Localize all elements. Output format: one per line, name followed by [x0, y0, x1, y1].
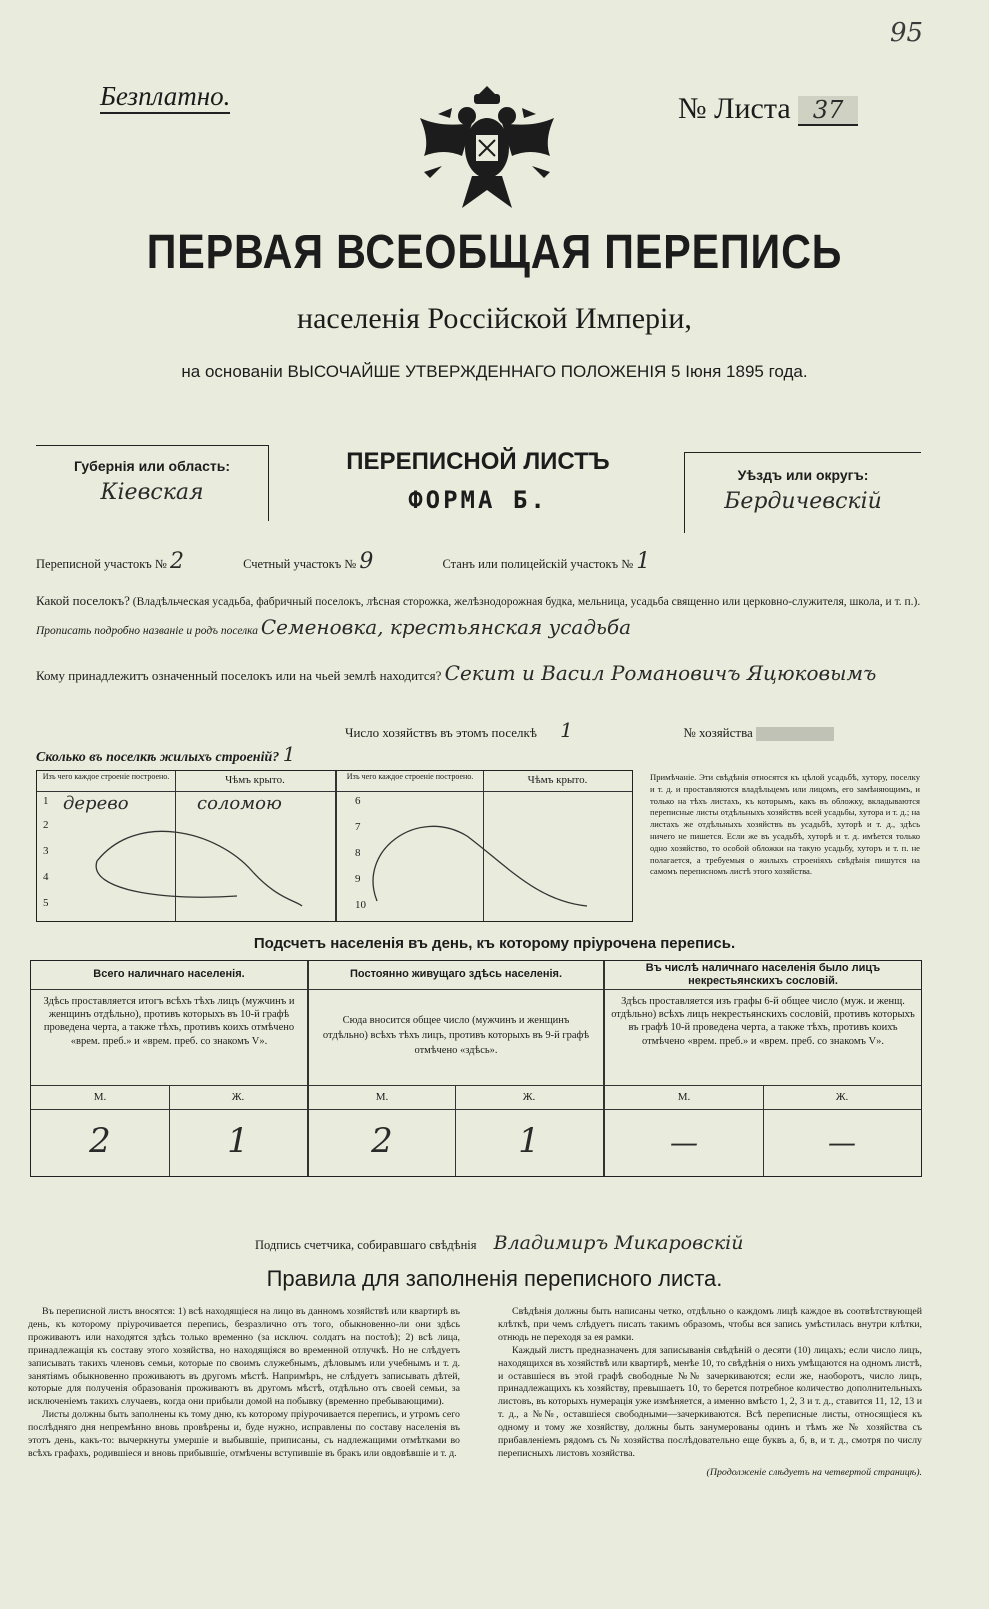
sheet-number-label: № Листа — [678, 92, 791, 125]
buildings-line — [36, 742, 295, 766]
uezd-box — [684, 452, 921, 533]
row-num-6: 6 — [355, 795, 361, 807]
counting-value: 9 — [359, 549, 374, 574]
row-num-8: 8 — [355, 847, 361, 859]
row-num-10: 10 — [355, 899, 366, 911]
present-f-value: 1 — [227, 1121, 249, 1161]
nonpeasant-desc: Здѣсь проставляется изъ графы 6-й общее число (муж. и женщ. отдѣльно) всѣхъ лицъ некрестьянскихъ сословій, противъ которыхъ въ графѣ 10-й проведена черта, а также тѣхъ, противъ коихъ отмѣчено «врем. преб.» и «врем. преб. со знакомъ V». — [611, 996, 915, 1047]
stan-label: Станъ или полицейскій участокъ № — [442, 557, 634, 571]
rules-right-p2: Каждый листъ предназначенъ для записыванія свѣдѣній о десяти (10) лицахъ; если число лицъ, находящихся въ хозяйствѣ или квартирѣ, менѣе 10, то свѣдѣнія о нихъ умѣщаются на одномъ листѣ, и оставшіеся въ этой графѣ свободные №№ зачеркиваются; если же, наоборотъ, число лицъ, принадлежащихъ къ хозяйству, превышаетъ 10, то берется потребное количество дополнительныхъ листовъ, въ которыхъ нумерація уже измѣняется, а именно вмѣсто 1, 2, 3 и т. д., ставится 11, 12, 13 и т. д., а №№, оставшіеся свободными—зачеркиваются. Всѣ переписные листы, относящіеся къ одному и тому же хозяйству, должны быть занумерованы одинъ и тѣмъ же № хозяйства съ прибавленіемъ рядомъ съ № хозяйства послѣдовательно еще буквъ а, б, в, и т. д., смотря по числу переписныхъ листовъ хозяйства. — [498, 1344, 922, 1459]
uezd-value: Бердичевскій — [724, 489, 882, 514]
present-m-header: М. — [93, 1091, 107, 1103]
row-num-1: 1 — [43, 795, 49, 807]
present-f-header: Ж. — [231, 1091, 245, 1103]
nonpeasant-title: Въ числѣ наличнаго населенія было лицъ некрестьянскихъ сословій. — [645, 962, 881, 987]
page-title: ПЕРВАЯ ВСЕОБЩАЯ ПЕРЕПИСЬ — [146, 226, 843, 279]
corner-page-number: 95 — [890, 18, 924, 48]
district-label: Переписной участокъ № — [36, 557, 167, 571]
households-line — [345, 718, 834, 742]
cross-out-strike-right — [357, 811, 597, 911]
rules-title: Правила для заполненія переписного листа. — [266, 1266, 723, 1291]
settlement-value: Семеновка, крестьянская усадьба — [260, 615, 632, 639]
sheet-type-title: ПЕРЕПИСНОЙ ЛИСТЪ — [346, 448, 610, 475]
permanent-pop-desc: Сюда вносится общее число (мужчинъ и женщинъ отдѣльно) всѣхъ тѣхъ лицъ, противъ которыхъ въ 9-й графѣ отмѣчено «здѣсь». — [322, 1015, 590, 1056]
households-label: Число хозяйствъ въ этомъ поселкѣ — [345, 725, 537, 740]
population-title: Подсчетъ населенія въ день, къ которому пріурочена перепись. — [253, 935, 736, 952]
uezd-label: Уѣздъ или округъ: — [737, 467, 869, 483]
permanent-f-value: 1 — [518, 1121, 540, 1161]
present-m-value: 2 — [89, 1121, 111, 1161]
row1-roof: соломою — [197, 793, 282, 814]
permanent-m-header: М. — [375, 1091, 389, 1103]
rules-left-p1: Въ переписной листъ вносятся: 1) всѣ находящіеся на лицо въ данномъ хозяйствѣ или квартирѣ въ день, къ которому пріурочивается перепись, безразлично отъ того, обыкновенно-ли они здѣсь проживаютъ или находятся здѣсь только временно (за исключ. солдатъ на постоѣ); 2) всѣ лица, принадлежащія къ составу этого хозяйства, но находящіяся во временной отлучкѣ. Но не слѣдуетъ записывать такихъ членовъ семьи, которые по своимъ служебнымъ, дѣловымъ или учебнымъ и т. д. занятіямъ обыкновенно проживаютъ въ другомъ мѣстѣ. Напримѣръ, не слѣдуетъ записывать дѣтей, которые для полученія образованія проживаютъ въ другомъ мѣстѣ, отдѣльно отъ своей семьи, за исключеніемъ такихъ случаевъ, когда они прибыли домой на побывку (временно пребывающими). — [28, 1306, 460, 1408]
district-line — [36, 549, 916, 574]
household-no-label: № хозяйства — [683, 725, 753, 740]
page-subtitle: населенія Россійской Имперіи, — [297, 302, 692, 335]
row-num-2: 2 — [43, 819, 49, 831]
counting-label: Счетный участокъ № — [243, 557, 357, 571]
stan-value: 1 — [636, 549, 651, 574]
row-num-3: 3 — [43, 845, 49, 857]
gubernia-label: Губернія или область: — [73, 458, 231, 474]
buildings-value: 1 — [282, 742, 296, 766]
signature-label: Подпись счетчика, собиравшаго свѣдѣнія — [255, 1238, 477, 1252]
settlement-block — [36, 588, 922, 644]
present-pop-title: Всего наличнаго населенія. — [93, 968, 245, 980]
col-roof-right: Чѣмъ крыто. — [527, 774, 588, 786]
permanent-m-value: 2 — [371, 1121, 393, 1161]
buildings-note: Примѣчаніе. Эти свѣдѣнія относятся къ цѣлой усадьбѣ, хутору, поселку и т. д. и проставляются владѣльцемъ или лицомъ, его замѣняющимъ, и только на тѣхъ листахъ, къ которымъ, какъ въ обложку, вкладываются переписные листы отдѣльныхъ хозяйствъ всей усадьбы, хутора и т. д.; на листахъ же отдѣльныхъ хозяйствъ въ усадьбѣ, хуторѣ и т. д., здѣсь ничего не пишется. Если же въ усадьбѣ, хуторѣ и т. д. имѣется только одно хозяйство, то особой обложки на такую усадьбу, хуторъ и т. п. не полагается, а требуемыя о жилыхъ строеніяхъ свѣдѣнія пишутся на самомъ переписномъ листѣ этого хозяйства. — [650, 772, 920, 877]
basis-line: на основаніи ВЫСОЧАЙШЕ УТВЕРЖДЕННАГО ПОЛОЖЕНІЯ 5 Іюня 1895 года. — [181, 362, 808, 381]
district-value: 2 — [169, 549, 184, 574]
rules-right-p1: Свѣдѣнія должны быть написаны четко, отдѣльно о каждомъ лицѣ каждое въ соотвѣтствующей клѣткѣ, при чемъ слѣдуетъ писать такимъ образомъ, чтобы вся запись умѣстилась внутри клѣтки, отнюдь не переходя за ея рамки. — [498, 1306, 922, 1343]
nonpeasant-m-header: М. — [677, 1091, 691, 1103]
form-label: ФОРМА Б. — [408, 486, 548, 514]
row-num-9: 9 — [355, 873, 361, 885]
sheet-number — [678, 92, 858, 126]
gubernia-value: Кіевская — [100, 480, 204, 505]
households-value: 1 — [560, 718, 573, 742]
permanent-pop-title: Постоянно живущаго здѣсь населенія. — [349, 968, 563, 980]
free-label: Безплатно. — [100, 80, 230, 114]
settlement-label: Какой поселокъ? — [36, 593, 130, 608]
settlement-instruction: Прописать подробно названіе и родъ поселка — [36, 625, 258, 637]
signature-value: Владимиръ Микаровскій — [493, 1232, 744, 1254]
sheet-number-value: 37 — [798, 96, 858, 126]
nonpeasant-f-header: Ж. — [835, 1091, 849, 1103]
rules-left-column — [28, 1306, 460, 1461]
rules-left-p2: Листы должны быть заполнены къ тому дню, къ которому пріурочивается перепись, и утромъ сего послѣдняго дня непремѣнно вновь провѣрены и, буде нужно, исправлены по составу населенія въ этотъ день, какъ-то: вычеркнуты умершіе и выбывшіе, приписаны, съ надлежащими отмѣтками во всѣхъ графахъ, родившіеся и вновь прибывшіе, отмѣчены вступившіе въ бракъ или овдовѣвшіе и т. д. — [28, 1409, 460, 1459]
buildings-label: Сколько въ поселкѣ жилыхъ строеній? — [36, 750, 280, 765]
row-num-7: 7 — [355, 821, 361, 833]
rules-right-column — [498, 1306, 922, 1480]
col-roof-left: Чѣмъ крыто. — [225, 774, 285, 786]
owner-label: Кому принадлежитъ означенный поселокъ или на чьей землѣ находится? — [36, 668, 442, 683]
household-no-blank — [756, 727, 834, 741]
imperial-eagle-emblem — [412, 78, 562, 218]
rules-continued: (Продолженіе слѣдуетъ на четвертой страницѣ). — [706, 1466, 922, 1478]
population-table — [30, 960, 922, 1177]
buildings-table — [36, 770, 633, 922]
col-material-right: Изъ чего каждое строеніе построено. — [346, 772, 474, 781]
row1-material: дерево — [63, 793, 129, 814]
nonpeasant-f-value: — — [828, 1126, 856, 1159]
signature-line — [255, 1232, 743, 1254]
gubernia-box — [36, 445, 269, 521]
row-num-4: 4 — [43, 871, 49, 883]
row-num-5: 5 — [43, 897, 49, 909]
col-material-left: Изъ чего каждое строеніе построено. — [42, 772, 170, 781]
nonpeasant-m-value: — — [670, 1126, 698, 1159]
owner-block — [36, 660, 922, 689]
cross-out-strike-left — [77, 821, 307, 916]
settlement-hint: (Владѣльческая усадьба, фабричный поселокъ, лѣсная сторожка, желѣзнодорожная будка, мельница, усадьба священно или церковно-служителя, школа, и т. п.). — [132, 596, 921, 608]
present-pop-desc: Здѣсь проставляется итогъ всѣхъ тѣхъ лицъ (мужчинъ и женщинъ отдѣльно), противъ которыхъ въ 10-й графѣ проведена черта, а также тѣхъ, противъ коихъ отмѣчено «врем. преб.» и «врем. преб. со знакомъ V». — [43, 996, 295, 1047]
permanent-f-header: Ж. — [522, 1091, 536, 1103]
owner-value: Секит и Васил Романовичъ Яцюковымъ — [444, 661, 877, 685]
